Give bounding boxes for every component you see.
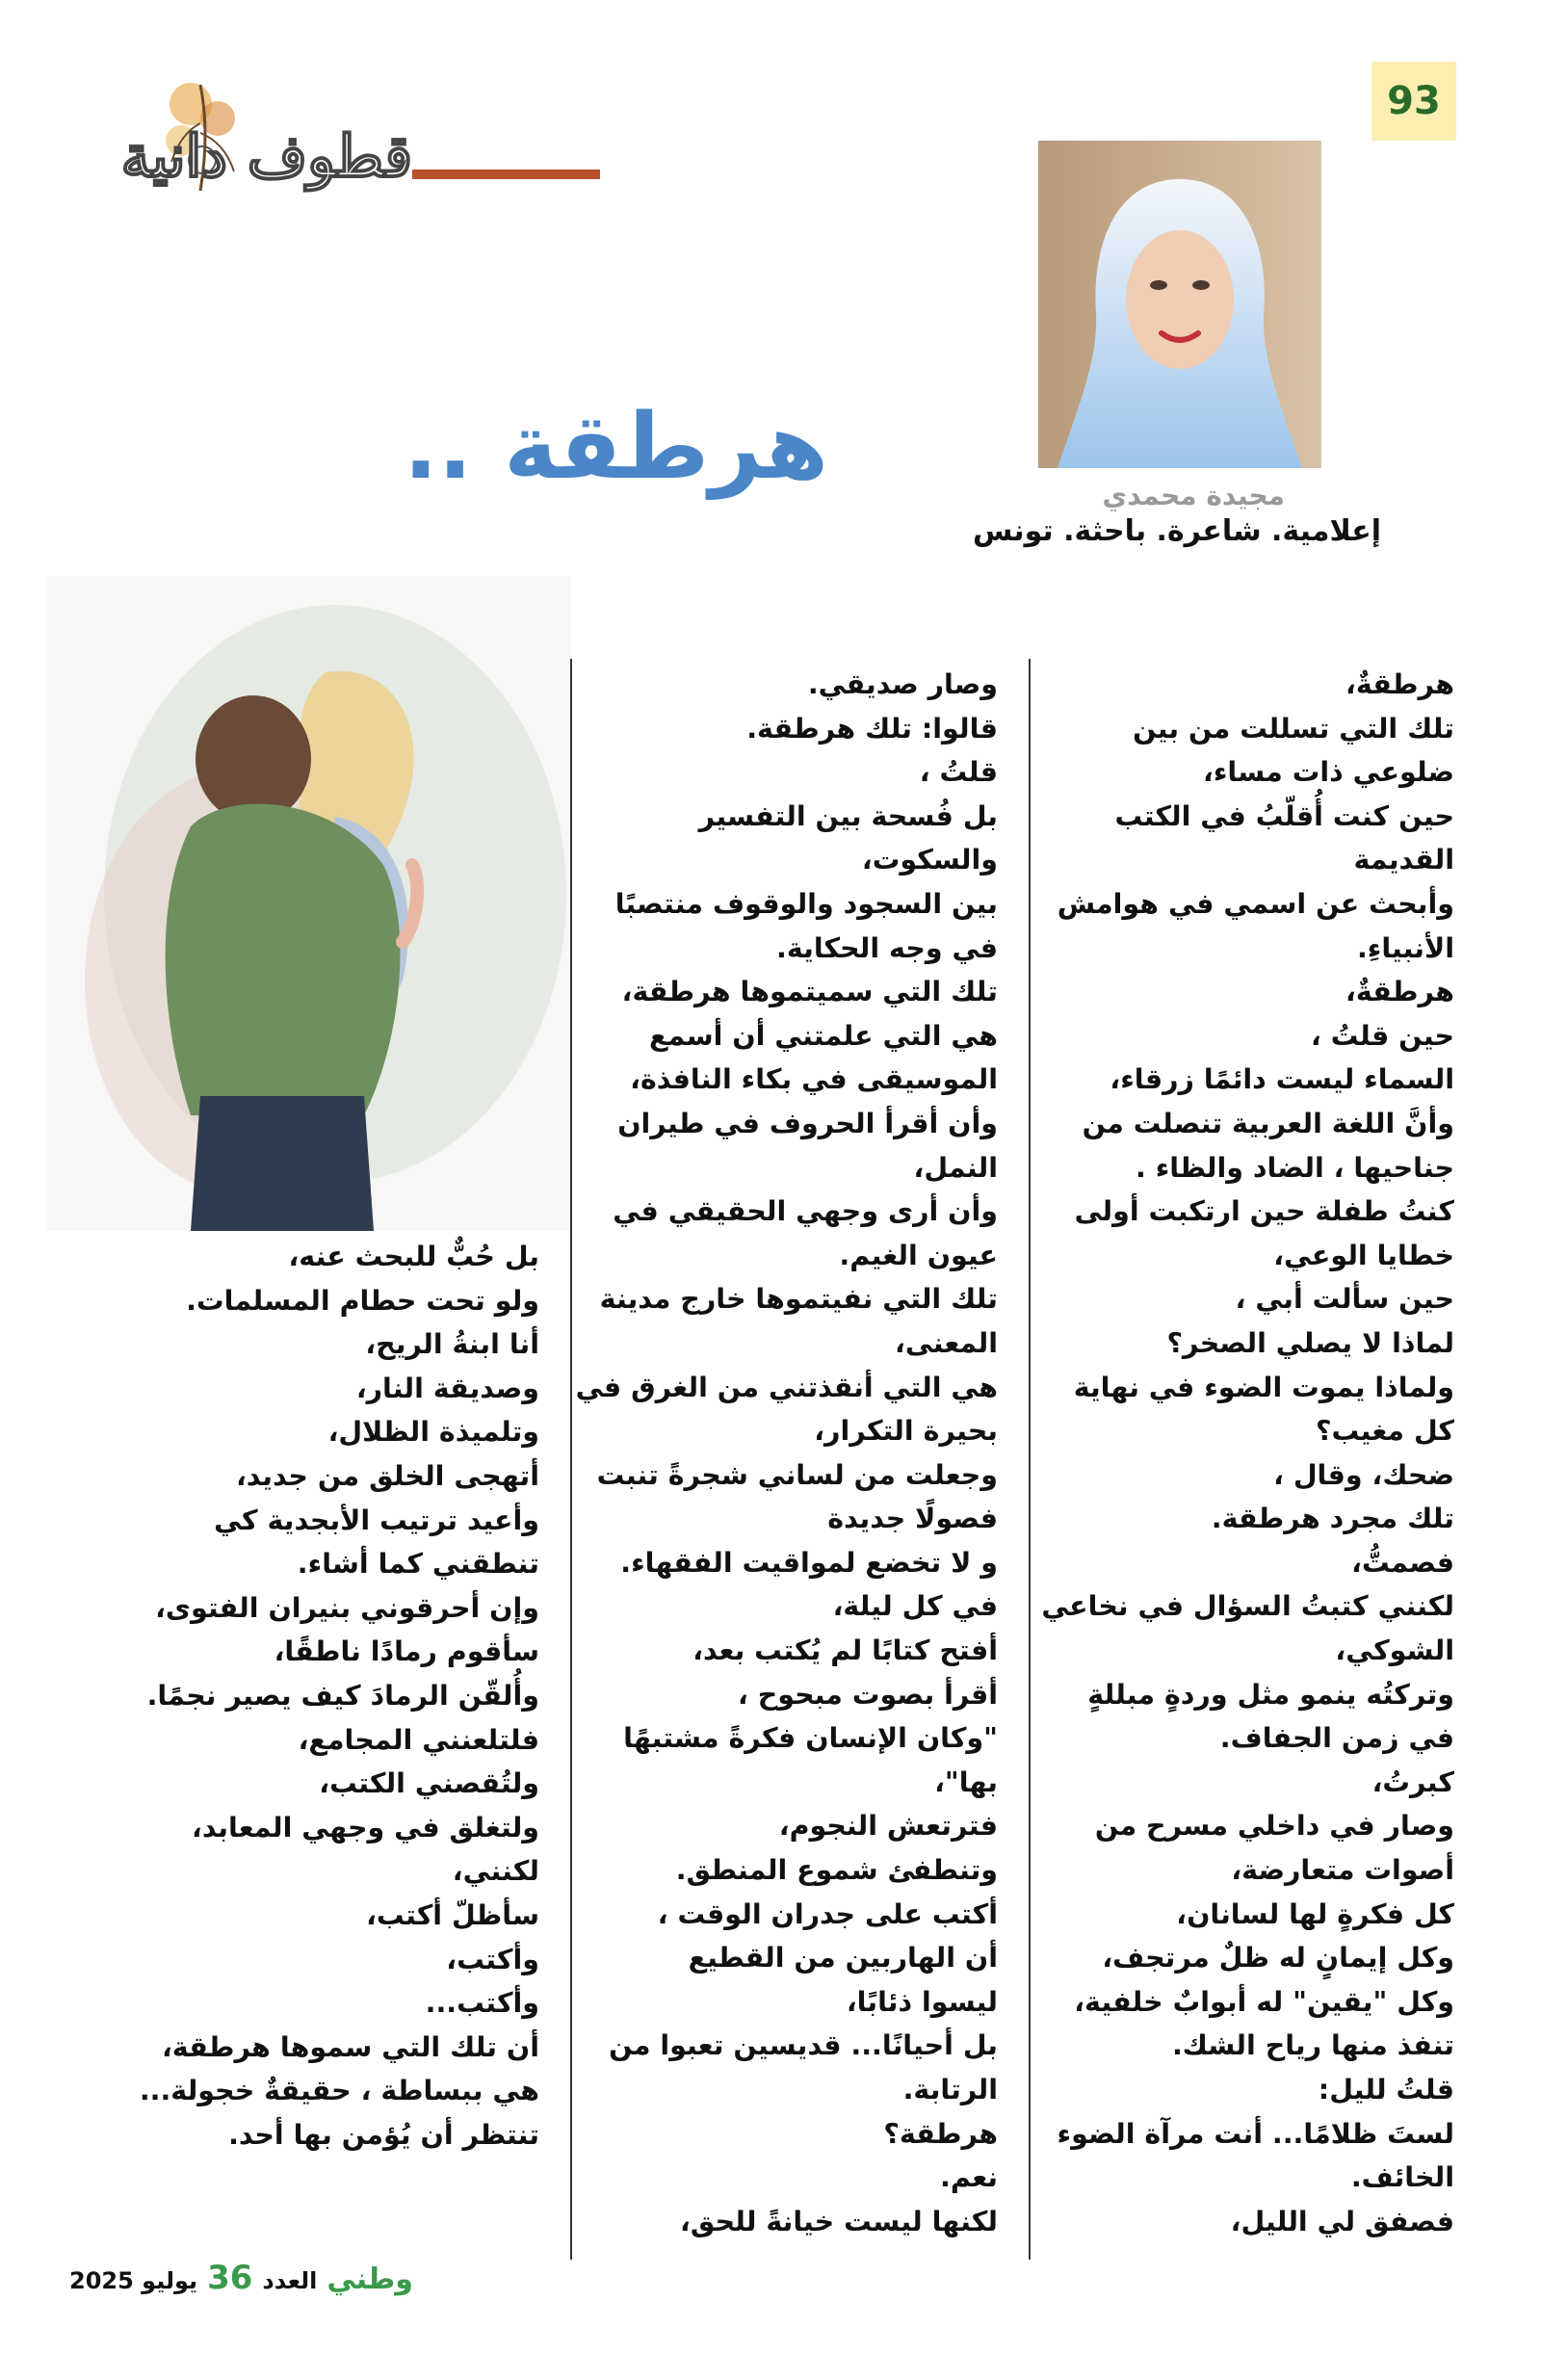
- poem-line: قالوا: تلك هرطقة.: [746, 712, 998, 745]
- poem-line: وإن أحرقوني بنيران الفتوى،: [155, 1591, 539, 1624]
- poem-line: وأكتب،: [446, 1943, 539, 1975]
- footer-issue-number: 36: [207, 2259, 253, 2297]
- poem-line: لستَ ظلامًا... أنت مرآة الضوء: [1057, 2117, 1454, 2150]
- poem-line: كنتُ طفلة حين ارتكبت أولى: [1074, 1195, 1454, 1228]
- poem-line: لكنها ليست خيانةً للحق،: [680, 2205, 998, 2237]
- poem-line: أفتح كتابًا لم يُكتب بعد،: [692, 1635, 998, 1667]
- poem-line: بل فُسحة بين التفسير: [698, 799, 998, 832]
- poem-line: بل أحيانًا... قديسين تعبوا من: [609, 2029, 998, 2062]
- poem-line: "وكان الإنسان فكرةً مشتبهًا: [623, 1722, 998, 1755]
- poem-line: سأقوم رمادًا ناطقًا،: [274, 1635, 539, 1668]
- author-roles: إعلامية. شاعرة. باحثة. تونس: [972, 514, 1381, 548]
- poem-line: وأُلقّن الرمادَ كيف يصير نجمًا.: [146, 1679, 539, 1712]
- poem-line: فصولًا جديدة: [827, 1503, 998, 1535]
- watercolor-illustration: [46, 576, 570, 1231]
- poem-line: فترتعش النجوم،: [778, 1810, 998, 1843]
- poem-line: ولو تحت حطام المسلمات.: [186, 1284, 539, 1317]
- poem-line: وجعلت من لساني شجرةً تنبت: [596, 1458, 998, 1491]
- poem-line: هي التي أنقذتني من الغرق في: [575, 1371, 998, 1403]
- column-divider: [570, 659, 572, 2260]
- author-photo: [1038, 141, 1321, 468]
- poem-line: تنفذ منها رياح الشك.: [1171, 2029, 1454, 2062]
- poem-line: وتلميذة الظلال،: [327, 1416, 539, 1449]
- poem-line: ولماذا يموت الضوء في نهاية: [1073, 1371, 1454, 1403]
- footer-date: يوليو 2025: [69, 2267, 198, 2294]
- poem-line: تلك التي سميتموها هرطقة،: [621, 976, 998, 1008]
- poem-line: حين كنت أُقلّبُ في الكتب: [1114, 799, 1454, 832]
- poem-line: ضحك، وقال ،: [1273, 1458, 1454, 1491]
- poem-line: ولتغلق في وجهي المعابد،: [192, 1811, 539, 1844]
- page-number: 93: [1371, 62, 1456, 141]
- poem-line: قلتُ ،: [919, 756, 998, 789]
- poem-line: لماذا لا يصلي الصخر؟: [1166, 1326, 1454, 1359]
- poem-line: و لا تخضع لمواقيت الفقهاء.: [620, 1546, 998, 1579]
- logo-text: قطوف دانية: [120, 123, 412, 191]
- poem-line: وأبحث عن اسمي في هوامش: [1057, 887, 1454, 920]
- poem-line: المعنى،: [895, 1326, 998, 1359]
- poem-line: لكنني كتبتُ السؤال في نخاعي: [1041, 1590, 1454, 1623]
- poem-line: وأنَّ اللغة العربية تنصلت من: [1082, 1107, 1454, 1139]
- poem-line: الخائف.: [1350, 2161, 1454, 2194]
- footer-issue-label: العدد: [262, 2267, 318, 2294]
- poem-line: الموسيقى في بكاء النافذة،: [630, 1063, 998, 1096]
- poem-column-left: [139, 1235, 539, 2157]
- footer-magazine-name: وطني: [326, 2262, 413, 2296]
- poem-line: والسكوت،: [861, 844, 998, 876]
- poem-line: فلتلعنني المجامع،: [298, 1723, 539, 1756]
- poem-line: ولتُقصني الكتب،: [319, 1767, 539, 1800]
- poem-line: هرطقةٌ،: [1345, 668, 1454, 700]
- poem-line: ضلوعي ذات مساء،: [1203, 756, 1454, 789]
- poem-line: في كل ليلة،: [832, 1590, 998, 1623]
- poem-line: أصوات متعارضة،: [1231, 1854, 1454, 1887]
- poem-line: الرتابة.: [902, 2074, 998, 2105]
- poem-column-middle: [575, 663, 998, 2243]
- poem-line: أكتب على جدران الوقت ،: [657, 1897, 998, 1930]
- poem-line: أنا ابنةُ الريح،: [365, 1328, 539, 1361]
- poem-line: وتنطفئ شموع المنطق.: [675, 1854, 998, 1887]
- poem-line: تلك مجرد هرطقة.: [1211, 1503, 1454, 1535]
- poem-line: بين السجود والوقوف منتصبًا: [614, 887, 998, 920]
- poem-line: الأنبياءِ.: [1356, 931, 1454, 964]
- poem-column-right: [1002, 663, 1454, 2243]
- poem-line: عيون الغيم.: [839, 1239, 998, 1271]
- poem-line: أن تلك التي سموها هرطقة،: [161, 2030, 539, 2063]
- poem-line: حين قلتُ ،: [1311, 1019, 1454, 1052]
- poem-line: هرطقةٌ،: [1345, 976, 1454, 1008]
- poem-line: فصمتُّ،: [1351, 1546, 1454, 1579]
- poem-line: وكل "يقين" له أبوابٌ خلفية،: [1074, 1985, 1454, 2018]
- poem-line: خطايا الوعي،: [1273, 1239, 1454, 1271]
- poem-line: كل مغيب؟: [1315, 1415, 1454, 1448]
- poem-line: وكل إيمانٍ له ظلٌ مرتجف،: [1102, 1942, 1454, 1975]
- poem-line: نعم.: [940, 2161, 998, 2194]
- page-footer: [69, 2259, 416, 2301]
- poem-line: جناحيها ، الضاد والظاء .: [1135, 1151, 1454, 1184]
- poem-line: وأكتب...: [425, 1987, 539, 2020]
- poem-line: في وجه الحكاية.: [776, 931, 998, 964]
- poem-line: أقرأ بصوت مبحوح ،: [737, 1678, 998, 1711]
- poem-line: بحيرة التكرار،: [814, 1415, 998, 1448]
- poem-line: تنتظر أن يُؤمن بها أحد.: [228, 2118, 539, 2151]
- poem-line: قلتُ لليل:: [1318, 2074, 1454, 2105]
- poem-line: تلك التي نفيتموها خارج مدينة: [599, 1283, 998, 1316]
- poem-line: أتهجى الخلق من جديد،: [235, 1459, 539, 1492]
- poem-line: بها"،: [934, 1765, 998, 1798]
- poem-line: وصار صديقي.: [807, 668, 998, 700]
- poem-line: كبرتُ،: [1371, 1765, 1454, 1798]
- magazine-section-logo: [27, 65, 576, 200]
- poem-line: وصديقة النار،: [355, 1372, 539, 1404]
- poem-line: حين سألت أبي ،: [1235, 1283, 1454, 1316]
- poem-line: في زمن الجفاف.: [1219, 1722, 1454, 1755]
- poem-line: أن الهاربين من القطيع: [688, 1942, 998, 1975]
- poem-line: تلك التي تسللت من بين: [1133, 712, 1454, 745]
- poem-line: وأن أقرأ الحروف في طيران: [617, 1107, 998, 1139]
- poem-line: سأظلّ أكتب،: [366, 1898, 539, 1931]
- poem-line: لكنني،: [452, 1855, 539, 1888]
- poem-line: السماء ليست دائمًا زرقاء،: [1110, 1063, 1454, 1096]
- poem-title: هرطقة ..: [404, 395, 828, 500]
- poem-line: القديمة: [1353, 844, 1454, 876]
- poem-line: بل حُبٌّ للبحث عنه،: [288, 1241, 539, 1272]
- poem-line: النمل،: [913, 1151, 998, 1184]
- poem-line: هي التي علمتني أن أسمع: [649, 1019, 998, 1052]
- poem-line: هرطقة؟: [883, 2117, 998, 2150]
- poem-line: وأن أرى وجهي الحقيقي في: [613, 1195, 998, 1228]
- poem-line: فصفق لي الليل،: [1230, 2205, 1454, 2237]
- poem-line: وتركتُه ينمو مثل وردةٍ مبللةٍ: [1087, 1678, 1454, 1711]
- poem-line: هي ببساطة ، حقيقةٌ خجولة...: [139, 2075, 539, 2107]
- poem-line: ليسوا ذئابًا،: [846, 1985, 998, 2018]
- poem-line: وصار في داخلي مسرح من: [1094, 1810, 1454, 1843]
- poem-line: الشوكي،: [1335, 1635, 1454, 1667]
- poem-line: وأعيد ترتيب الأبجدية كي: [214, 1504, 539, 1536]
- logo-accent-bar: [412, 170, 600, 179]
- poem-line: تنطقني كما أشاء.: [297, 1548, 539, 1581]
- author-name: مجيدة محمدي: [1102, 480, 1285, 511]
- poem-line: كل فكرةٍ لها لسانان،: [1176, 1897, 1454, 1930]
